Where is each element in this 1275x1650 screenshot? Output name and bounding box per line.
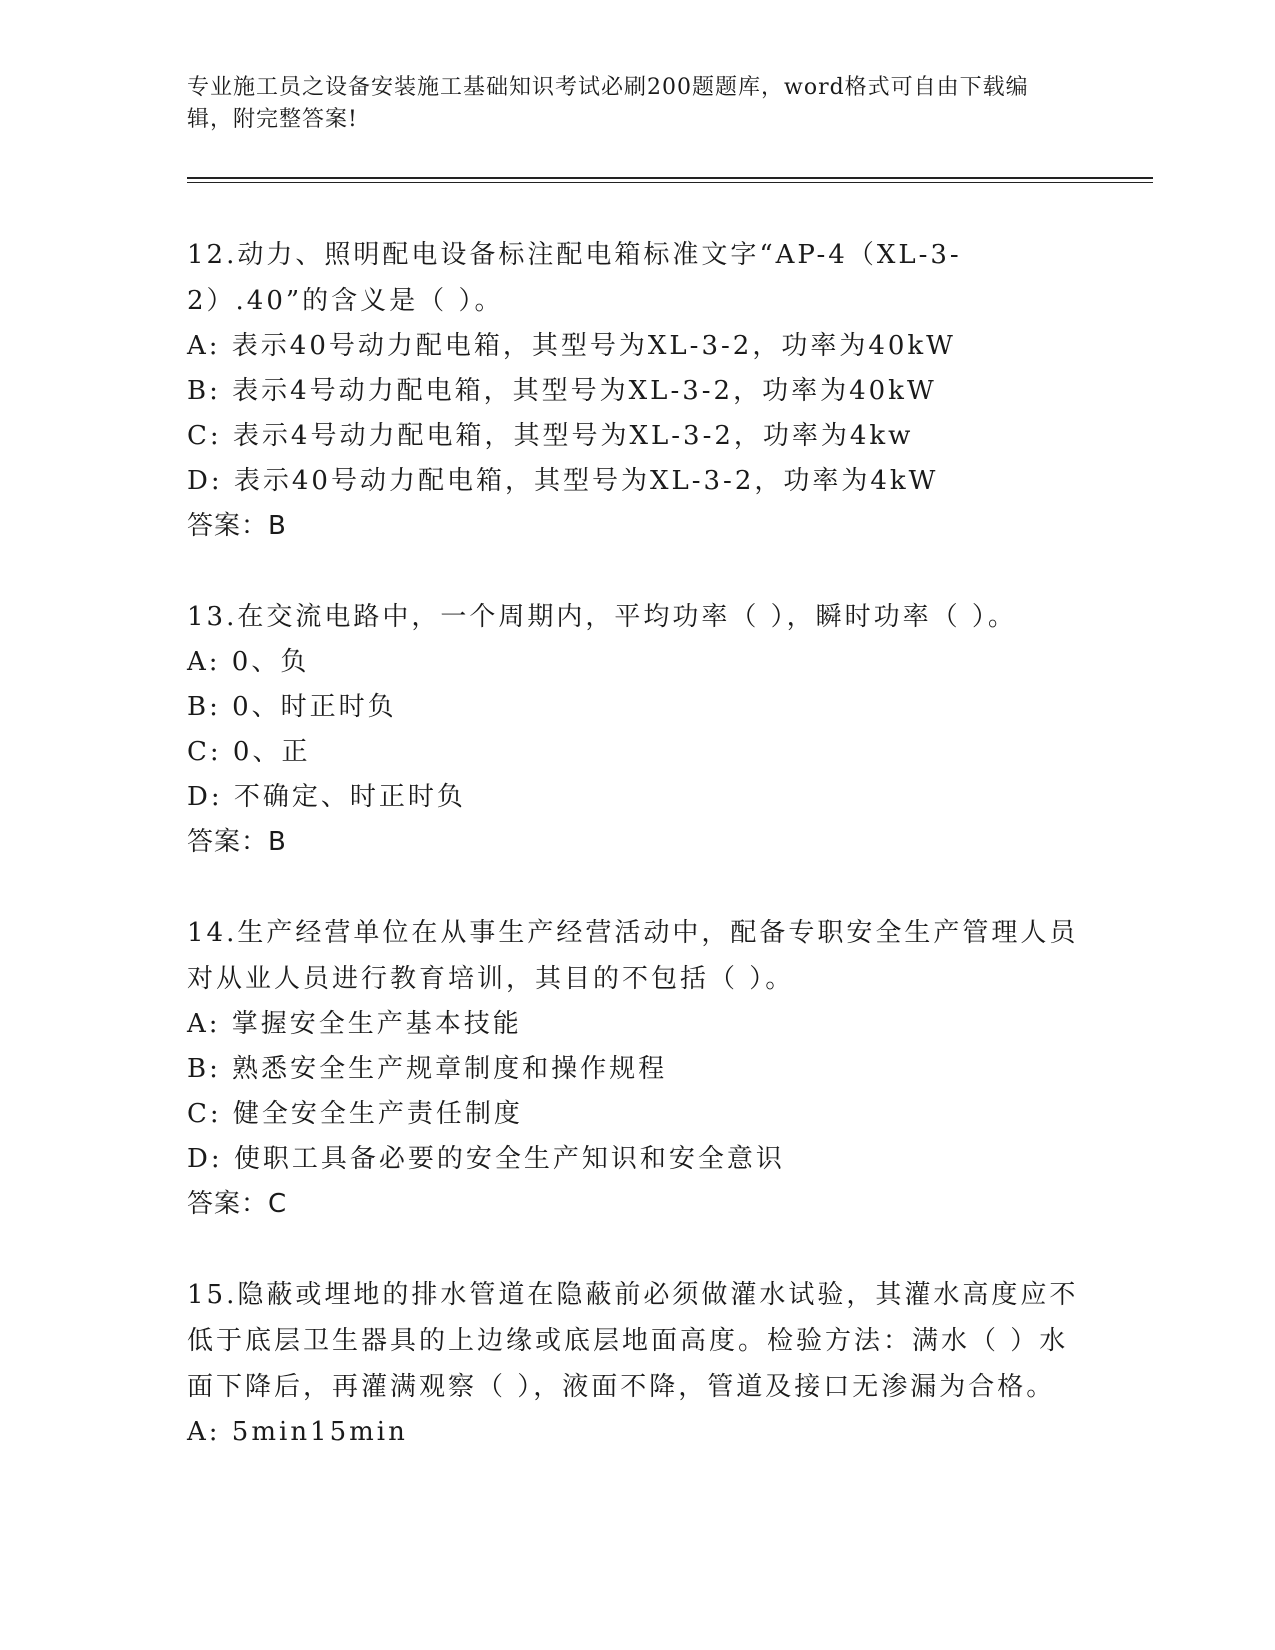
question-stem: 12.动力、照明配电设备标注配电箱标准文字“AP-4（XL-3-2）.40”的含义是（ ）。: [187, 240, 962, 316]
document-header: [187, 72, 1067, 136]
question-13: [187, 594, 1087, 865]
question-15: [187, 1272, 1087, 1455]
option-b: B: 熟悉安全生产规章制度和操作规程: [187, 1054, 668, 1084]
option-b: B: 表示4号动力配电箱，其型号为XL-3-2，功率为40kW: [187, 376, 937, 406]
question-14: [187, 910, 1087, 1227]
question-stem: 13.在交流电路中，一个周期内，平均功率（ ），瞬时功率（ ）。: [187, 602, 1017, 632]
option-d: D: 不确定、时正时负: [187, 782, 466, 812]
option-c: C: 0、正: [187, 737, 311, 767]
option-c: C: 表示4号动力配电箱，其型号为XL-3-2，功率为4kw: [187, 421, 914, 451]
option-a: A: 0、负: [187, 647, 310, 677]
option-d: D: 表示40号动力配电箱，其型号为XL-3-2，功率为4kW: [187, 466, 939, 496]
option-d: D: 使职工具备必要的安全生产知识和安全意识: [187, 1144, 785, 1174]
question-list: [187, 232, 1087, 1500]
question-12: [187, 232, 1087, 549]
option-b: B: 0、时正时负: [187, 692, 397, 722]
document-title: 专业施工员之设备安装施工基础知识考试必刷200题题库，word格式可自由下载编辑，附完整答案!: [187, 75, 1029, 132]
header-divider: [187, 177, 1153, 183]
answer: 答案：C: [187, 1189, 288, 1219]
answer: 答案：B: [187, 511, 287, 541]
option-a: A: 掌握安全生产基本技能: [187, 1009, 522, 1039]
option-c: C: 健全安全生产责任制度: [187, 1099, 523, 1129]
option-a: A: 5min15min: [187, 1417, 408, 1447]
option-a: A: 表示40号动力配电箱，其型号为XL-3-2，功率为40kW: [187, 331, 956, 361]
question-stem: 14.生产经营单位在从事生产经营活动中，配备专职安全生产管理人员对从业人员进行教育培训，其目的不包括（ ）。: [187, 918, 1079, 994]
question-stem: 15.隐蔽或埋地的排水管道在隐蔽前必须做灌水试验，其灌水高度应不低于底层卫生器具的上边缘或底层地面高度。检验方法：满水（ ）水面下降后，再灌满观察（ ），液面不降，管道及接口无渗漏为合格。: [187, 1280, 1079, 1402]
answer: 答案：B: [187, 827, 287, 857]
